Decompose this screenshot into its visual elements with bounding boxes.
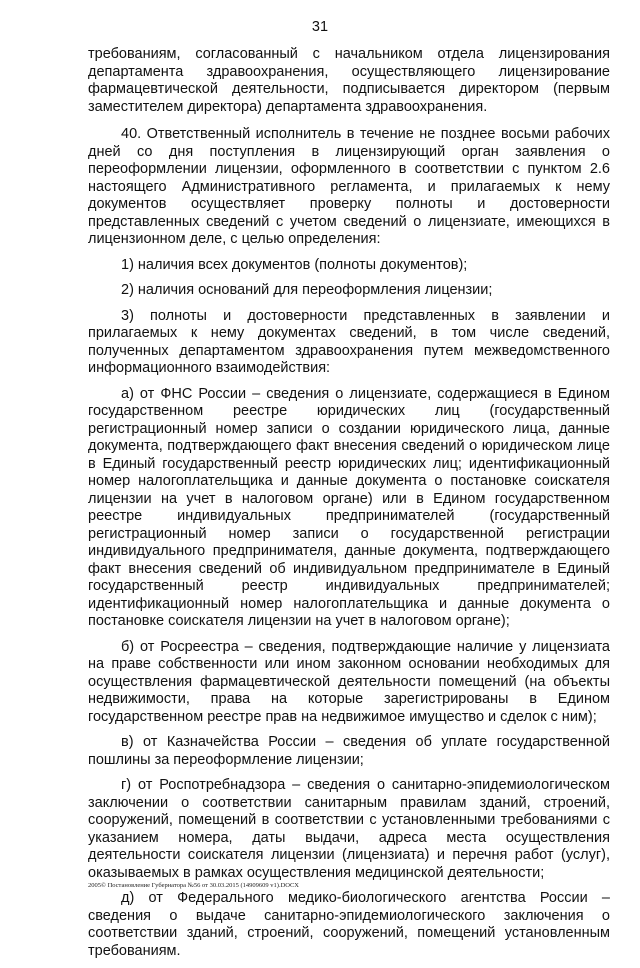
document-footer: 2005© Постановление Губернатора №56 от 30.03.2015 (14909609 v1).DOCX bbox=[88, 882, 299, 889]
paragraph-subitem-1: 1) наличия всех документов (полноты документов); bbox=[121, 256, 468, 273]
paragraph-subitem-g: г) от Роспотребнадзора – сведения о санитарно-эпидемиологическом заключении о соответствии санитарным правилам зданий, строений, сооружений, помещений в соответствии с установленными требованиями с указанием номера, даты выдачи, адреса места осуществления деятельности соискателя лицензии (лицензиата) и перечня работ (услуг), оказываемых в рамках осуществления медицинской деятельности; bbox=[88, 777, 610, 881]
page-number: 31 bbox=[311, 19, 329, 35]
paragraph-subitem-b: б) от Росреестра – сведения, подтверждающие наличие у лицензиата на праве собственности или ином законном основании необходимых для осуществления фармацевтической деятельности помещений (на объекты недвижимости, права на которые зарегистрированы в Едином государственном реестре прав на недвижимое имущество и сделок с ним); bbox=[88, 638, 610, 725]
paragraph-subitem-a: а) от ФНС России – сведения о лицензиате, содержащиеся в Едином государственном реестре юридических лиц (государственный регистрационный номер записи о создании юридического лица, данные документа, подтверждающего факт внесения сведений о юридическом лице в Единый государственный реестр юридических лиц; идентификационный номер налогоплательщика и данные документа о постановке соискателя лицензии на учет в налоговом органе) или в Едином государственном реестре индивидуальных предпринимателей (государственный регистрационный номер записи о государственной регистрации индивидуального предпринимателя, данные документа, подтверждающего факт внесения сведений об индивидуальном предпринимателе в Единый государственный реестр индивидуальных предпринимателей; идентификационный номер налогоплательщика и данные документа о постановке соискателя лицензии на учет в налоговом органе); bbox=[88, 385, 610, 629]
paragraph-subitem-2: 2) наличия оснований для переоформления лицензии; bbox=[121, 282, 493, 298]
paragraph-continuation: требованиям, согласованный с начальником отдела лицензирования департамента здравоохранения, осуществляющего лицензирование фармацевтической деятельности, подписывается директором (первым заместителем директора) департамента здравоохранения. bbox=[88, 46, 610, 115]
document-body bbox=[88, 46, 610, 968]
paragraph-subitem-v: в) от Казначейства России – сведения об уплате государственной пошлины за переоформление лицензии; bbox=[88, 734, 610, 768]
paragraph-subitem-d: д) от Федерального медико-биологического агентства России – сведения о выдаче санитарно-эпидемиологического заключения о соответствии зданий, строений, сооружений, помещений установленным требованиям. bbox=[88, 890, 610, 959]
paragraph-item-40: 40. Ответственный исполнитель в течение не позднее восьми рабочих дней со дня поступления в лицензирующий орган заявления о переоформлении лицензии, оформленного в соответствии с пунктом 2.6 настоящего Административного регламента, и прилагаемых к нему документов осуществляет проверку полноты и достоверности представленных сведений с учетом сведений о лицензиате, имеющихся в лицензионном деле, с целью определения: bbox=[88, 126, 610, 247]
paragraph-subitem-3: 3) полноты и достоверности представленных в заявлении и прилагаемых к нему документах сведений, в том числе сведений, полученных департаментом здравоохранения путем межведомственного информационного взаимодействия: bbox=[88, 307, 610, 376]
